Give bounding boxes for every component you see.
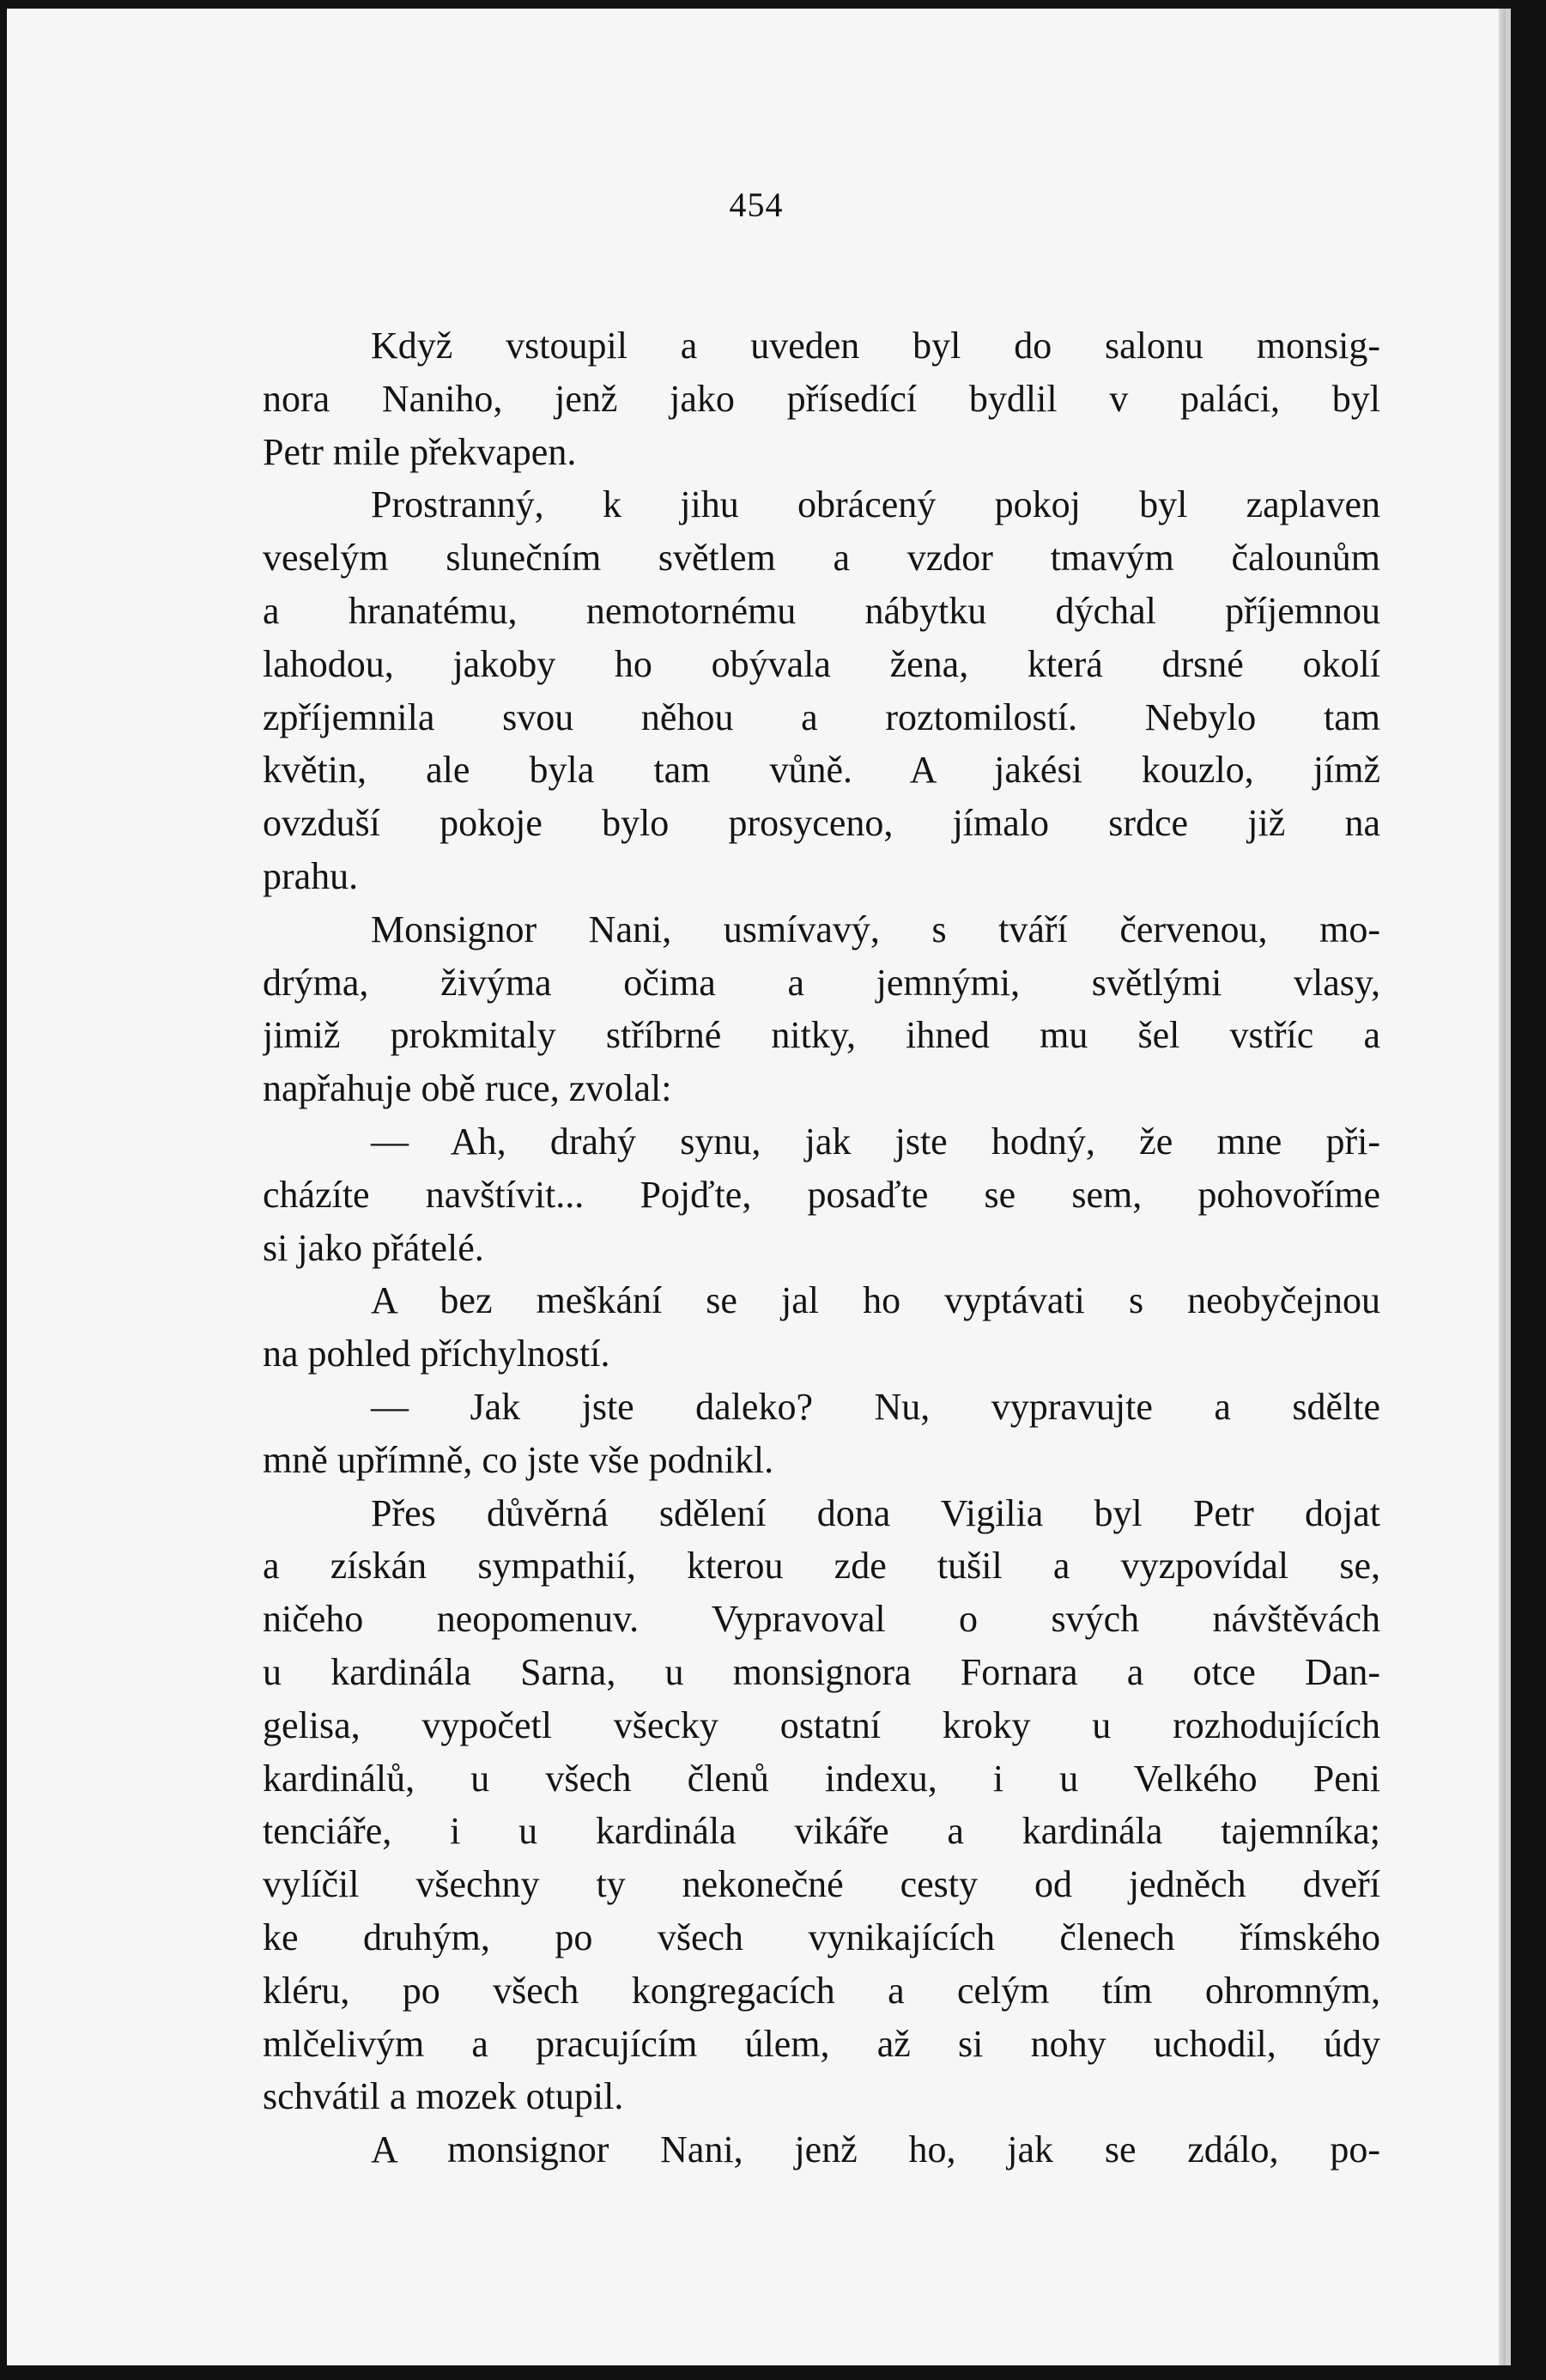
text-line: si jako přátelé.: [263, 1226, 484, 1269]
paragraph-3: [263, 903, 1380, 1115]
text-line: — Jak jste daleko? Nu, vypravujte a sdělte: [371, 1385, 1380, 1428]
text-line: drýma, živýma očima a jemnými, světlými vlasy,: [263, 961, 1380, 1004]
paragraph-8: [263, 2123, 1380, 2177]
text-line: — Ah, drahý synu, jak jste hodný, že mne při-: [371, 1120, 1380, 1163]
text-line: A monsignor Nani, jenž ho, jak se zdálo, po-: [371, 2128, 1380, 2171]
text-line: jimiž prokmitaly stříbrné nitky, ihned mu šel vstříc a: [263, 1014, 1380, 1057]
text-line: kléru, po všech kongregacích a celým tím ohromným,: [263, 1969, 1380, 2012]
text-line: Prostranný, k jihu obrácený pokoj byl zaplaven: [371, 483, 1380, 526]
paragraph-4: [263, 1115, 1380, 1274]
text-line: u kardinála Sarna, u monsignora Fornara a otce Dan-: [263, 1650, 1380, 1693]
text-line: schvátil a mozek otupil.: [263, 2075, 624, 2118]
page-number: 454: [729, 185, 784, 224]
book-page: [7, 9, 1511, 2365]
text-line: nora Naniho, jenž jako přísedící bydlil v paláci, byl: [263, 377, 1380, 420]
text-line: ke druhým, po všech vynikajících členech římského: [263, 1916, 1380, 1958]
text-line: napřahuje obě ruce, zvolal:: [263, 1067, 672, 1110]
paragraph-7: [263, 1487, 1380, 2124]
paragraph-2: [263, 478, 1380, 902]
text-line: mně upřímně, co jste vše podnikl.: [263, 1438, 774, 1481]
text-line: cházíte navštívit... Pojďte, posaďte se sem, pohovoříme: [263, 1173, 1380, 1216]
text-line: Když vstoupil a uveden byl do salonu monsig-: [371, 325, 1380, 367]
text-line: zpříjemnila svou něhou a roztomilostí. Nebylo tam: [263, 695, 1380, 738]
text-line: mlčelivým a pracujícím úlem, až si nohy uchodil, údy: [263, 2022, 1380, 2065]
text-line: na pohled příchylností.: [263, 1333, 610, 1375]
text-line: vylíčil všechny ty nekonečné cesty od jedněch dveří: [263, 1863, 1380, 1906]
text-line: tenciáře, i u kardinála vikáře a kardinála tajemníka;: [263, 1810, 1380, 1853]
paragraph-1: [263, 319, 1380, 478]
text-line: ničeho neopomenuv. Vypravoval o svých návštěvách: [263, 1598, 1380, 1641]
text-line: a hranatému, nemotornému nábytku dýchal příjemnou: [263, 589, 1380, 632]
text-line: Monsignor Nani, usmívavý, s tváří červenou, mo-: [371, 908, 1380, 950]
text-line: veselým slunečním světlem a vzdor tmavým čalounům: [263, 537, 1380, 580]
text-line: Petr mile překvapen.: [263, 430, 577, 473]
text-line: a získán sympathií, kterou zde tušil a vyzpovídal se,: [263, 1545, 1380, 1588]
text-line: A bez meškání se jal ho vyptávati s neobyčejnou: [371, 1279, 1380, 1322]
text-line: lahodou, jakoby ho obývala žena, která drsné okolí: [263, 642, 1380, 685]
text-line: prahu.: [263, 854, 359, 897]
body-text: [263, 319, 1380, 2177]
paragraph-5: [263, 1274, 1380, 1381]
paragraph-6: [263, 1381, 1380, 1487]
text-line: kardinálů, u všech členů indexu, i u Velkého Peni: [263, 1757, 1380, 1800]
text-line: květin, ale byla tam vůně. A jakési kouzlo, jímž: [263, 749, 1380, 792]
text-line: ovzduší pokoje bylo prosyceno, jímalo srdce již na: [263, 802, 1380, 845]
text-line: gelisa, vypočetl všecky ostatní kroky u rozhodujících: [263, 1703, 1380, 1746]
page-edge: [1499, 9, 1506, 2365]
text-line: Přes důvěrná sdělení dona Vigilia byl Petr dojat: [371, 1491, 1380, 1534]
